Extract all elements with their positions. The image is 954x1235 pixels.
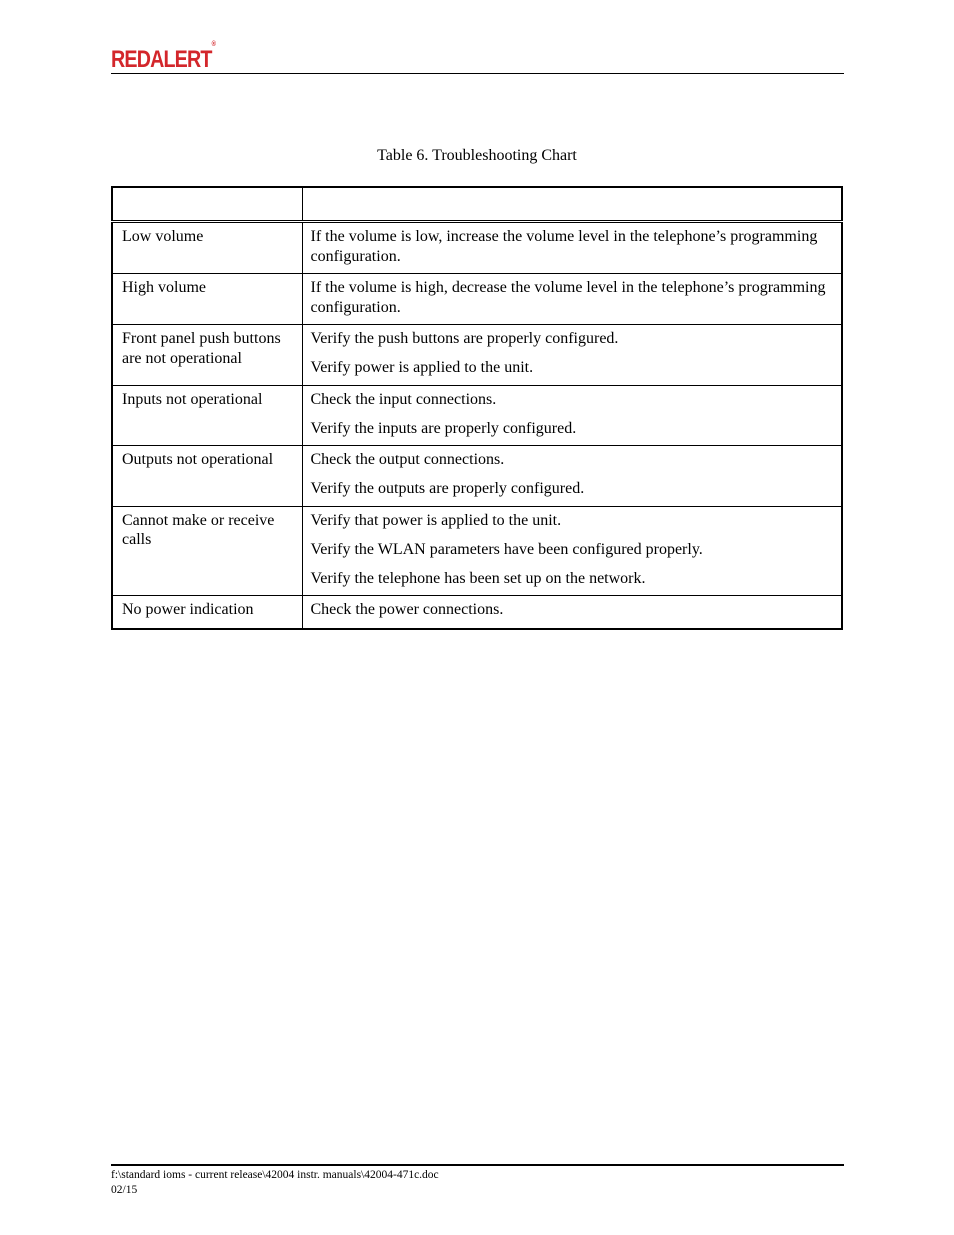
solution-step: Verify power is applied to the unit. <box>310 359 534 376</box>
header-cell-solution <box>302 187 842 222</box>
header-rule <box>111 73 844 74</box>
problem-cell: Outputs not operational <box>112 446 302 507</box>
table-row <box>112 385 842 446</box>
solution-step: Verify the inputs are properly configured. <box>310 419 577 437</box>
page-footer <box>111 1168 439 1197</box>
solution-step: Verify the outputs are properly configured. <box>310 480 585 497</box>
problem-cell: High volume <box>112 274 302 325</box>
solution-step: If the volume is high, decrease the volume level in the telephone’s programming configuration. <box>310 279 826 316</box>
footer-file-path: f:\standard ioms - current release\42004 instr. manuals\42004-471c.doc <box>111 1169 439 1181</box>
header-cell-problem <box>112 187 302 222</box>
solution-step: If the volume is low, increase the volume level in the telephone’s programming configuration. <box>310 228 818 265</box>
solution-step: Verify the push buttons are properly configured. <box>310 330 619 347</box>
solution-step: Verify the telephone has been set up on the network. <box>310 569 646 587</box>
table-row <box>112 274 842 325</box>
table-row <box>112 446 842 507</box>
footer-date: 02/15 <box>111 1183 138 1196</box>
table-row <box>112 596 842 629</box>
solution-cell <box>302 506 842 596</box>
red-alert-logo <box>111 41 216 73</box>
table-body <box>112 222 842 629</box>
footer-rule <box>111 1164 844 1166</box>
table-header-row <box>112 187 842 222</box>
solution-cell <box>302 222 842 274</box>
troubleshooting-table <box>111 186 843 630</box>
solution-step: Check the output connections. <box>310 451 505 468</box>
solution-cell <box>302 385 842 446</box>
problem-cell: Front panel push buttons are not operational <box>112 325 302 386</box>
solution-step: Check the input connections. <box>310 390 497 408</box>
solution-cell <box>302 325 842 386</box>
solution-cell <box>302 274 842 325</box>
solution-cell <box>302 446 842 507</box>
table-row <box>112 325 842 386</box>
table-row <box>112 506 842 596</box>
problem-cell: Low volume <box>112 222 302 274</box>
logo-text: REDALERT <box>111 46 212 73</box>
problem-cell: Cannot make or receive calls <box>112 506 302 596</box>
table-caption: Table 6. Troubleshooting Chart <box>377 147 577 164</box>
problem-cell: No power indication <box>112 596 302 629</box>
registered-mark: ® <box>211 41 216 48</box>
solution-cell <box>302 596 842 629</box>
solution-step: Verify that power is applied to the unit. <box>310 511 562 529</box>
table-row <box>112 222 842 274</box>
solution-step: Check the power connections. <box>310 601 504 618</box>
solution-step: Verify the WLAN parameters have been configured properly. <box>310 540 703 558</box>
problem-cell: Inputs not operational <box>112 385 302 446</box>
